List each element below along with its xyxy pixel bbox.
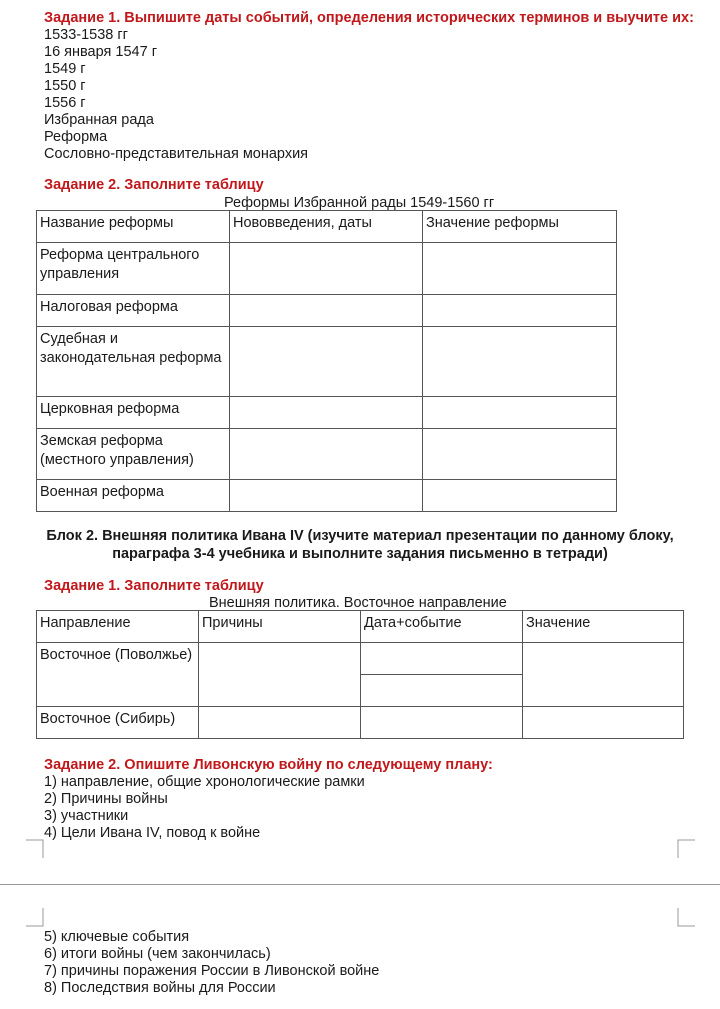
- page-break-divider: [0, 884, 720, 885]
- empty-cell[interactable]: [199, 643, 361, 707]
- task1-title: Задание 1. Выпишите даты событий, определения исторических терминов и выучите их:: [44, 10, 694, 26]
- direction-cell: Восточное (Сибирь): [37, 707, 199, 739]
- table-header-cell: Название реформы: [37, 211, 230, 243]
- empty-cell[interactable]: [230, 243, 423, 295]
- table-row: [37, 643, 684, 675]
- date-item: 1533-1538 гг: [44, 27, 128, 43]
- reform-name-cell: Судебная и законодательная реформа: [37, 327, 230, 397]
- reform-name-cell: Военная реформа: [37, 480, 230, 512]
- reform-name-cell: Налоговая реформа: [37, 295, 230, 327]
- page-corner-mark: [676, 839, 696, 859]
- task2-title: Задание 2. Заполните таблицу: [44, 177, 264, 193]
- date-item: 1556 г: [44, 95, 86, 111]
- empty-cell[interactable]: [199, 707, 361, 739]
- table-header-cell: Нововведения, даты: [230, 211, 423, 243]
- table-row: [37, 295, 617, 327]
- empty-cell[interactable]: [423, 327, 617, 397]
- table-header-cell: Дата+событие: [361, 611, 523, 643]
- empty-cell[interactable]: [361, 643, 523, 675]
- table-header-row: [37, 211, 617, 243]
- block2-heading-line2: параграфа 3-4 учебника и выполните задания письменно в тетради): [112, 546, 608, 562]
- block2-task2-title: Задание 2. Опишите Ливонскую войну по следующему плану:: [44, 757, 493, 773]
- plan-item: 4) Цели Ивана IV, повод к войне: [44, 825, 261, 841]
- empty-cell[interactable]: [361, 675, 523, 707]
- term-item: Избранная рада: [44, 112, 154, 128]
- foreign-policy-table-caption: Внешняя политика. Восточное направление: [209, 595, 507, 611]
- plan-item: 1) направление, общие хронологические рамки: [44, 774, 365, 790]
- page-corner-mark: [676, 908, 696, 928]
- plan-item: 7) причины поражения России в Ливонской войне: [44, 963, 380, 979]
- reform-name-cell: Земская реформа (местного управления): [37, 429, 230, 480]
- plan-item: 3) участники: [44, 808, 129, 824]
- term-item: Реформа: [44, 129, 108, 145]
- table-row: [37, 327, 617, 397]
- empty-cell[interactable]: [423, 295, 617, 327]
- empty-cell[interactable]: [230, 327, 423, 397]
- table-header-cell: Причины: [199, 611, 361, 643]
- date-item: 1550 г: [44, 78, 86, 94]
- block2-heading-line1: Блок 2. Внешняя политика Ивана IV (изучите материал презентации по данному блоку,: [46, 528, 674, 544]
- empty-cell[interactable]: [423, 243, 617, 295]
- table-header-cell: Направление: [37, 611, 199, 643]
- table-row: [37, 243, 617, 295]
- empty-cell[interactable]: [230, 480, 423, 512]
- plan-item: 2) Причины войны: [44, 791, 168, 807]
- reforms-table-caption: Реформы Избранной рады 1549-1560 гг: [224, 195, 495, 211]
- table-row: [37, 397, 617, 429]
- empty-cell[interactable]: [523, 643, 684, 707]
- direction-cell: Восточное (Поволжье): [37, 643, 199, 707]
- table-header-cell: Значение реформы: [423, 211, 617, 243]
- plan-item: 8) Последствия войны для России: [44, 980, 276, 996]
- table-row: [37, 429, 617, 480]
- empty-cell[interactable]: [230, 397, 423, 429]
- block2-task1-title: Задание 1. Заполните таблицу: [44, 578, 264, 594]
- foreign-policy-table: [36, 610, 684, 739]
- plan-item: 5) ключевые события: [44, 929, 190, 945]
- empty-cell[interactable]: [423, 397, 617, 429]
- date-item: 1549 г: [44, 61, 86, 77]
- page-corner-mark: [26, 839, 46, 859]
- table-row: [37, 480, 617, 512]
- empty-cell[interactable]: [423, 480, 617, 512]
- empty-cell[interactable]: [230, 295, 423, 327]
- reform-name-cell: Церковная реформа: [37, 397, 230, 429]
- term-item: Сословно-представительная монархия: [44, 146, 309, 162]
- plan-item: 6) итоги войны (чем закончилась): [44, 946, 271, 962]
- table-header-row: [37, 611, 684, 643]
- empty-cell[interactable]: [423, 429, 617, 480]
- empty-cell[interactable]: [523, 707, 684, 739]
- reforms-table: [36, 210, 617, 512]
- table-header-cell: Значение: [523, 611, 684, 643]
- reform-name-cell: Реформа центрального управления: [37, 243, 230, 295]
- page-corner-mark: [26, 908, 46, 928]
- date-item: 16 января 1547 г: [44, 44, 157, 60]
- empty-cell[interactable]: [361, 707, 523, 739]
- table-row: [37, 707, 684, 739]
- empty-cell[interactable]: [230, 429, 423, 480]
